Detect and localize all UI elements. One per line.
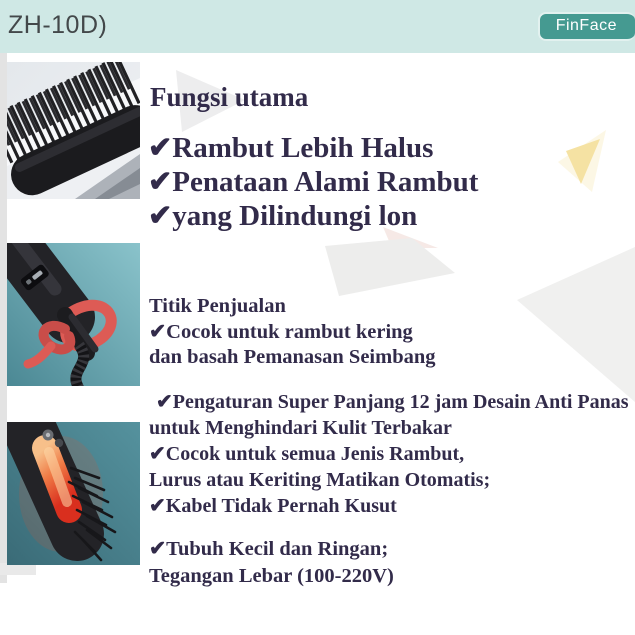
product-image-heated-brush: [7, 422, 140, 565]
footer-spec-line: Tegangan Lebar (100-220V): [149, 564, 394, 587]
detail-line: Lurus atau Keriting Matikan Otomatis;: [149, 469, 491, 491]
detail-line: ✔Pengaturan Super Panjang 12 jam Desain Anti Panas: [156, 391, 629, 413]
footer-spec-block: [149, 536, 394, 589]
feature-line: ✔Penataan Alami Rambut: [148, 166, 479, 198]
product-image-brush-head: [7, 62, 140, 199]
model-number: ZH-10D): [8, 11, 108, 39]
brush-head-illustration: [7, 62, 140, 199]
header-bar: [0, 0, 635, 53]
decor-triangle-gray-right: [517, 247, 635, 402]
feature-line: ✔yang Dilindungi lon: [148, 200, 418, 232]
feature-line: ✔Rambut Lebih Halus: [148, 132, 434, 164]
feature-list: [148, 131, 478, 233]
detail-line: untuk Menghindari Kulit Terbakar: [149, 417, 452, 439]
handle-ribbon-illustration: [7, 243, 140, 386]
detail-line: ✔Cocok untuk semua Jenis Rambut,: [149, 443, 465, 465]
heated-brush-illustration: [7, 422, 140, 565]
product-image-handle-ribbon: [7, 243, 140, 386]
left-edge-strip: [0, 53, 7, 583]
detail-list: [149, 389, 629, 519]
detail-line: ✔Kabel Tidak Pernah Kusut: [149, 495, 397, 517]
decor-quad-gray: [325, 238, 455, 296]
selling-points-block: [149, 294, 436, 371]
footer-spec-line: ✔Tubuh Kecil dan Ringan;: [149, 538, 389, 560]
selling-point-line: ✔Cocok untuk rambut kering: [149, 320, 413, 343]
brand-badge: FinFace: [538, 12, 635, 41]
selling-point-line: dan basah Pemanasan Seimbang: [149, 346, 436, 368]
selling-points-title: Titik Penjualan: [149, 295, 286, 317]
section-heading: Fungsi utama: [150, 82, 309, 113]
